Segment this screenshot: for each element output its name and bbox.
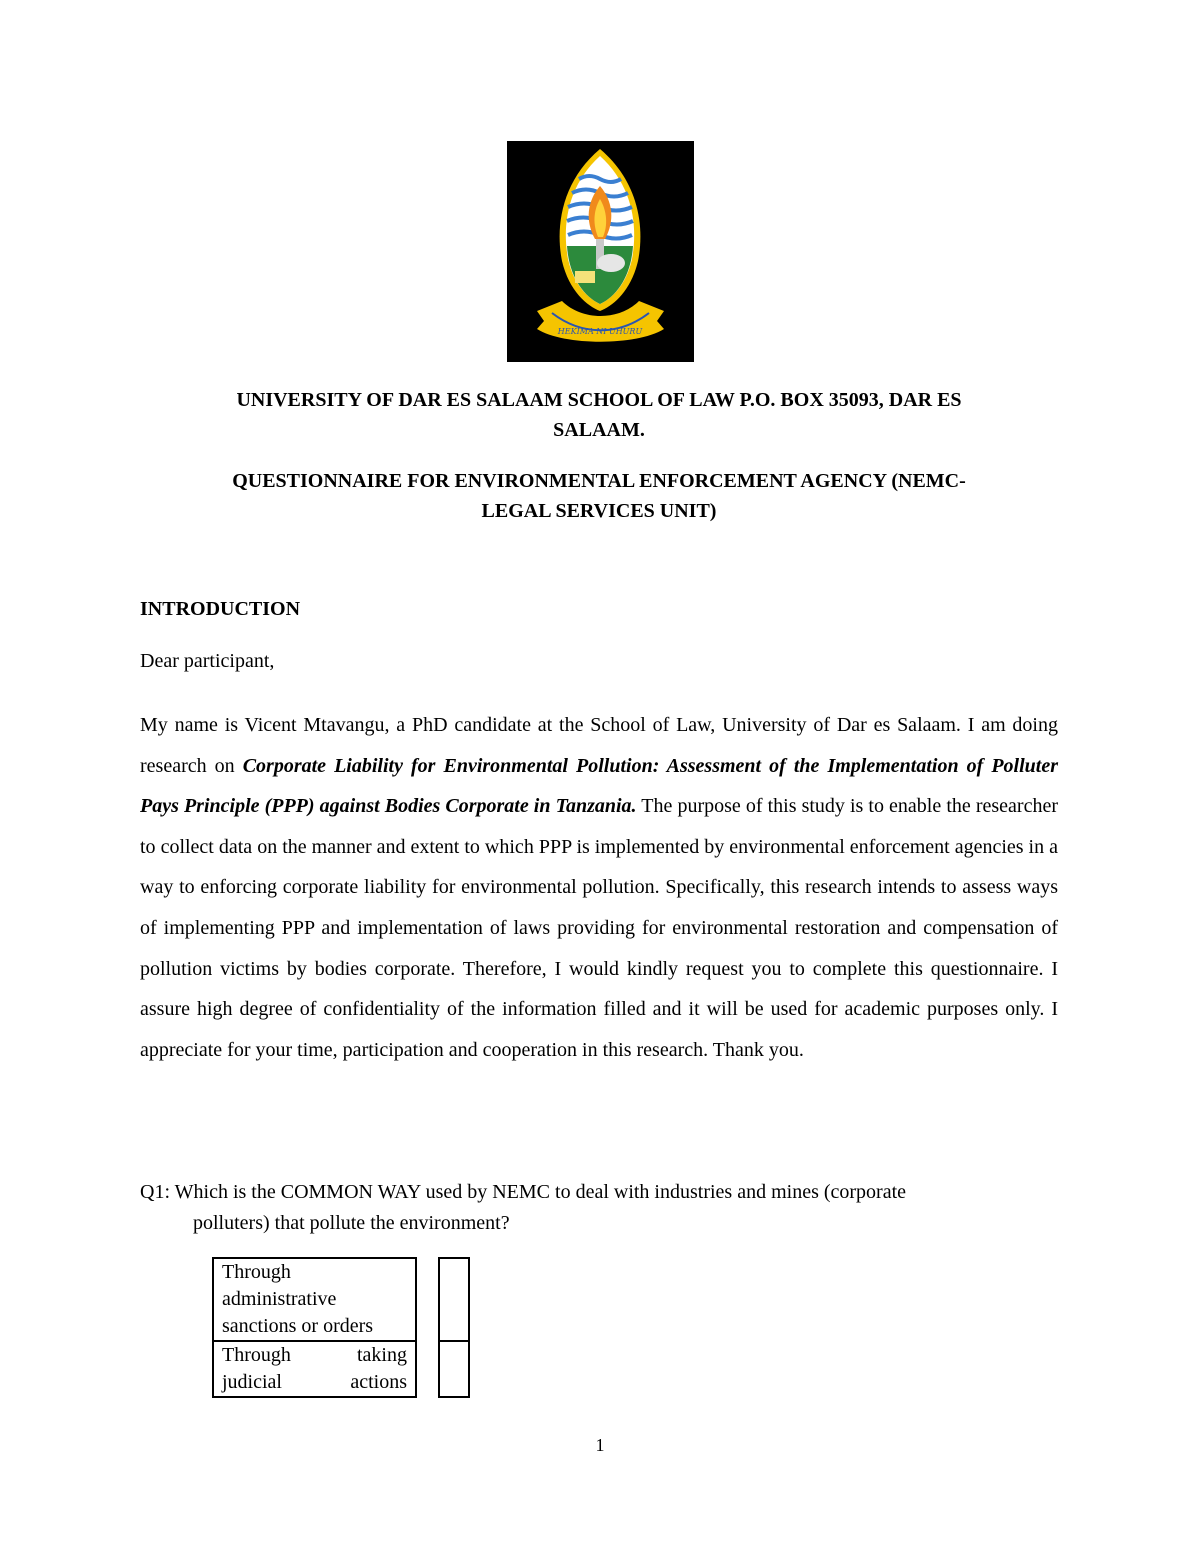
title-line: QUESTIONNAIRE FOR ENVIRONMENTAL ENFORCEMENT AGENCY (NEMC- <box>232 470 966 492</box>
logo-motto: HEKIMA NI UHURU <box>557 327 643 336</box>
title-line: LEGAL SERVICES UNIT) <box>481 500 717 522</box>
questionnaire-title <box>140 466 1058 526</box>
table-row <box>213 1258 469 1341</box>
option-label: Through administrative sanctions or orders <box>213 1258 416 1341</box>
question-text: Q1: Which is the COMMON WAY used by NEMC to deal with industries and mines (corporate <box>140 1181 907 1203</box>
intro-text: The purpose of this study is to enable the researcher to collect data on the manner and extent to which PPP is implemented by environmental enforcement agencies in a way to enforcing corporate liability for environmental pollution. Specifically, this research intends to assess ways of implementing PPP and implementation of laws providing for environmental restoration and compensation of pollution victims by bodies corporate. Therefore, I would kindly request you to complete this questionnaire. I assure high degree of confidentiality of the information filled and it will be used for academic purposes only. I appreciate for your time, participation and cooperation in this research. Thank you. <box>140 795 1058 1061</box>
answer-options-table <box>212 1257 470 1398</box>
answer-checkbox[interactable] <box>439 1258 469 1341</box>
option-label: Through taking judicial actions <box>213 1341 416 1397</box>
table-row <box>213 1341 469 1397</box>
university-logo <box>507 141 694 362</box>
address-line: UNIVERSITY OF DAR ES SALAAM SCHOOL OF LAW P.O. BOX 35093, DAR ES <box>236 389 962 411</box>
school-address-heading <box>140 385 1058 445</box>
introduction-heading: INTRODUCTION <box>140 598 301 620</box>
introduction-paragraph <box>140 705 1058 1070</box>
answer-checkbox[interactable] <box>439 1341 469 1397</box>
page-number: 1 <box>595 1435 605 1455</box>
address-line: SALAAM. <box>553 419 645 441</box>
intro-text: My name is Vicent Mtavangu, a PhD candidate at the School of Law, University of Dar es Salaam. I am doing research on <box>140 714 1058 777</box>
question-1 <box>140 1177 1058 1239</box>
coat-of-arms-icon <box>507 141 694 362</box>
question-text: polluters) that pollute the environment? <box>193 1212 510 1234</box>
greeting: Dear participant, <box>140 650 275 672</box>
research-title: Corporate Liability for Environmental Pollution: Assessment of the Implementation of Polluter Pays Principle (PPP) against Bodies Corporate in Tanzania. <box>140 754 1058 818</box>
